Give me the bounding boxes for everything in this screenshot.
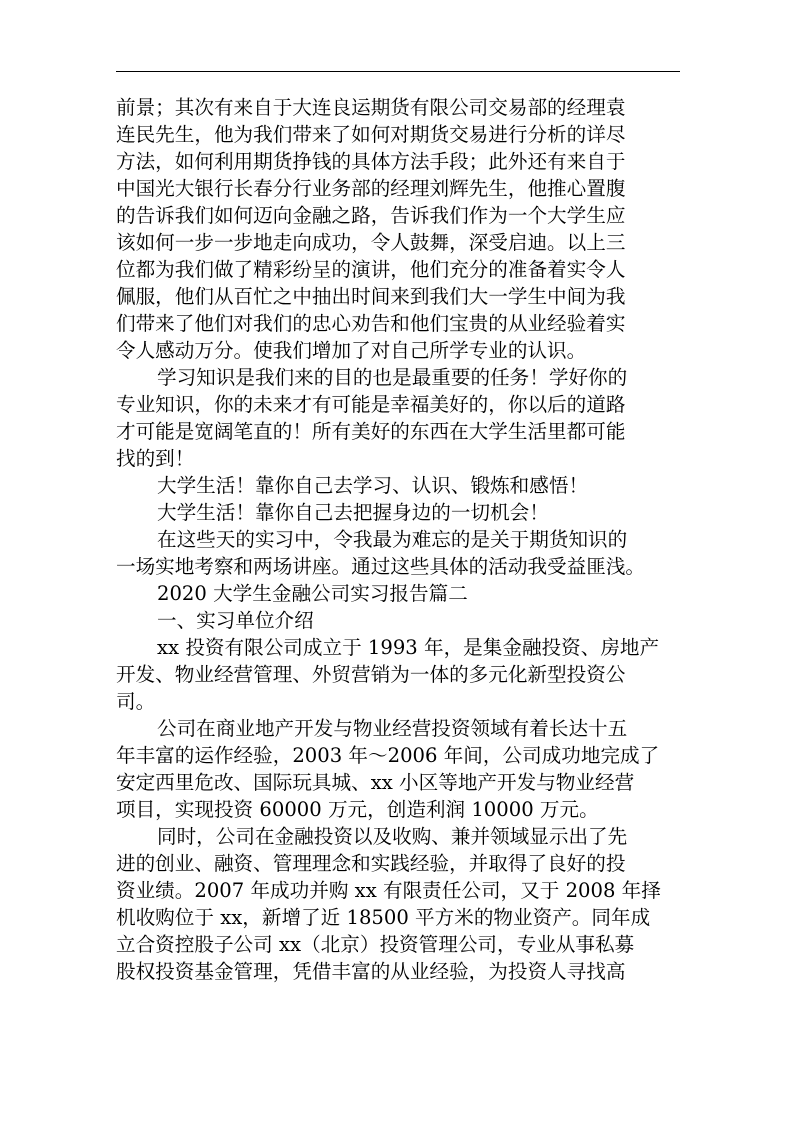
text-line: 找的到！: [116, 447, 195, 470]
text-line: 司。: [116, 690, 156, 713]
text-line: 该如何一步一步地走向成功，令人鼓舞，深受启迪。以上三: [116, 231, 626, 254]
text-line: 令人感动万分。使我们增加了对自己所学专业的认识。: [116, 339, 587, 362]
text-line: 学习知识是我们来的目的也是最重要的任务！学好你的: [157, 366, 628, 389]
text-line: 公司在商业地产开发与物业经营投资领域有着长达十五: [157, 717, 628, 740]
text-line: 一、实习单位介绍: [157, 609, 314, 632]
text-line: 年丰富的运作经验，2003 年～2006 年间，公司成功地完成了: [116, 744, 660, 767]
text-line: 中国光大银行长春分行业务部的经理刘辉先生，他推心置腹: [116, 177, 626, 200]
text-line: 安定西里危改、国际玩具城、xx 小区等地产开发与物业经营: [116, 771, 635, 794]
text-line: 方法，如何利用期货挣钱的具体方法手段；此外还有来自于: [116, 150, 626, 173]
text-line: 一场实地考察和两场讲座。通过这些具体的活动我受益匪浅。: [116, 555, 646, 578]
text-line: 立合资控股子公司 xx（北京）投资管理公司，专业从事私募: [116, 933, 635, 956]
text-line: 项目，实现投资 60000 万元，创造利润 10000 万元。: [116, 798, 599, 821]
text-line: 位都为我们做了精彩纷呈的演讲，他们充分的准备着实令人: [116, 258, 626, 281]
text-line: 资业绩。2007 年成功并购 xx 有限责任公司，又于 2008 年择: [116, 879, 661, 902]
text-line: xx 投资有限公司成立于 1993 年，是集金融投资、房地产: [157, 636, 660, 659]
text-line: 在这些天的实习中，令我最为难忘的是关于期货知识的: [157, 528, 628, 551]
text-line: 大学生活！靠你自己去学习、认识、锻炼和感悟！: [157, 474, 589, 497]
text-line: 前景；其次有来自于大连良运期货有限公司交易部的经理袁: [116, 96, 626, 119]
document-body: [116, 94, 680, 985]
text-line: 机收购位于 xx，新增了近 18500 平方米的物业资产。同年成: [116, 906, 651, 929]
text-line: 的告诉我们如何迈向金融之路，告诉我们作为一个大学生应: [116, 204, 626, 227]
text-line: 开发、物业经营管理、外贸营销为一体的多元化新型投资公: [116, 663, 626, 686]
header-rule: [116, 71, 680, 72]
text-line: 股权投资基金管理，凭借丰富的从业经验，为投资人寻找高: [116, 960, 626, 983]
text-line: 连民先生，他为我们带来了如何对期货交易进行分析的详尽: [116, 123, 626, 146]
text-line: 佩服，他们从百忙之中抽出时间来到我们大一学生中间为我: [116, 285, 626, 308]
text-line: 才可能是宽阔笔直的！所有美好的东西在大学生活里都可能: [116, 420, 626, 443]
text-line: 们带来了他们对我们的忠心劝告和他们宝贵的从业经验着实: [116, 312, 626, 335]
text-line: 专业知识，你的未来才有可能是幸福美好的，你以后的道路: [116, 393, 626, 416]
text-line: 进的创业、融资、管理理念和实践经验，并取得了良好的投: [116, 852, 626, 875]
text-line: 同时，公司在金融投资以及收购、兼并领域显示出了先: [157, 825, 628, 848]
text-line: 2020 大学生金融公司实习报告篇二: [157, 582, 468, 605]
text-line: 大学生活！靠你自己去把握身边的一切机会！: [157, 501, 549, 524]
